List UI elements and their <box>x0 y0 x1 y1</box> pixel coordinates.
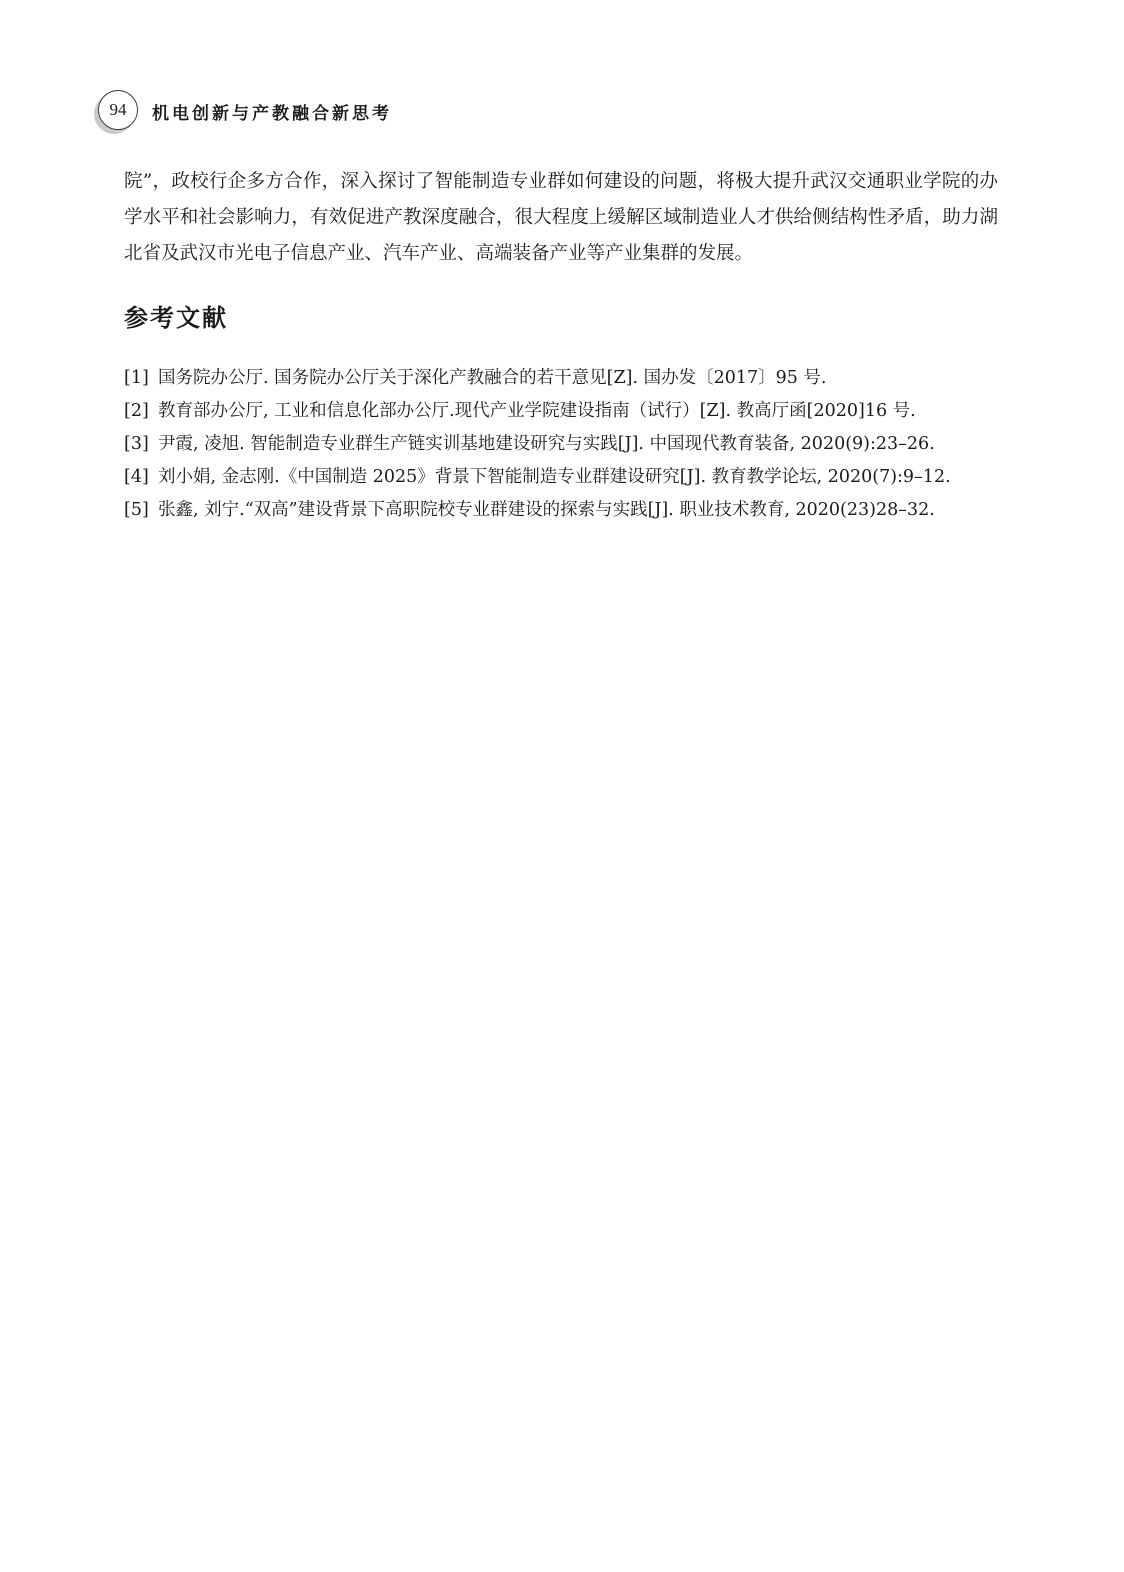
page-number: 94 <box>98 90 138 130</box>
reference-text: 刘小娟, 金志刚.《中国制造 2025》背景下智能制造专业群建设研究[J]. 教育教学论坛, 2020(7):9–12. <box>158 467 951 487</box>
reference-number: [4] <box>124 467 149 487</box>
reference-text: 教育部办公厅, 工业和信息化部办公厅.现代产业学院建设指南（试行）[Z]. 教高厅函[2020]16 号. <box>158 401 916 421</box>
reference-number: [2] <box>124 401 149 421</box>
references-heading: 参考文献 <box>124 304 228 332</box>
reference-number: [5] <box>124 500 149 520</box>
reference-item <box>124 461 998 494</box>
body-paragraph: 院”，政校行企多方合作，深入探讨了智能制造专业群如何建设的问题，将极大提升武汉交通职业学院的办学水平和社会影响力，有效促进产教深度融合，很大程度上缓解区域制造业人才供给侧结构性矛盾，助力湖北省及武汉市光电子信息产业、汽车产业、高端装备产业等产业集群的发展。 <box>124 171 998 264</box>
page-header <box>92 88 392 134</box>
reference-item <box>124 494 998 527</box>
page-number-badge <box>92 89 140 133</box>
reference-text: 张鑫, 刘宁.“双高”建设背景下高职院校专业群建设的探索与实践[J]. 职业技术教育, 2020(23)28–32. <box>158 500 935 520</box>
running-title: 机电创新与产教融合新思考 <box>152 103 392 124</box>
reference-item <box>124 395 998 428</box>
reference-text: 国务院办公厅. 国务院办公厅关于深化产教融合的若干意见[Z]. 国办发〔2017〕95 号. <box>158 368 827 388</box>
reference-number: [3] <box>124 434 149 454</box>
reference-item <box>124 362 998 395</box>
reference-item <box>124 428 998 461</box>
reference-text: 尹霞, 凌旭. 智能制造专业群生产链实训基地建设研究与实践[J]. 中国现代教育装备, 2020(9):23–26. <box>158 434 935 454</box>
reference-number: [1] <box>124 368 149 388</box>
reference-list <box>124 362 998 527</box>
